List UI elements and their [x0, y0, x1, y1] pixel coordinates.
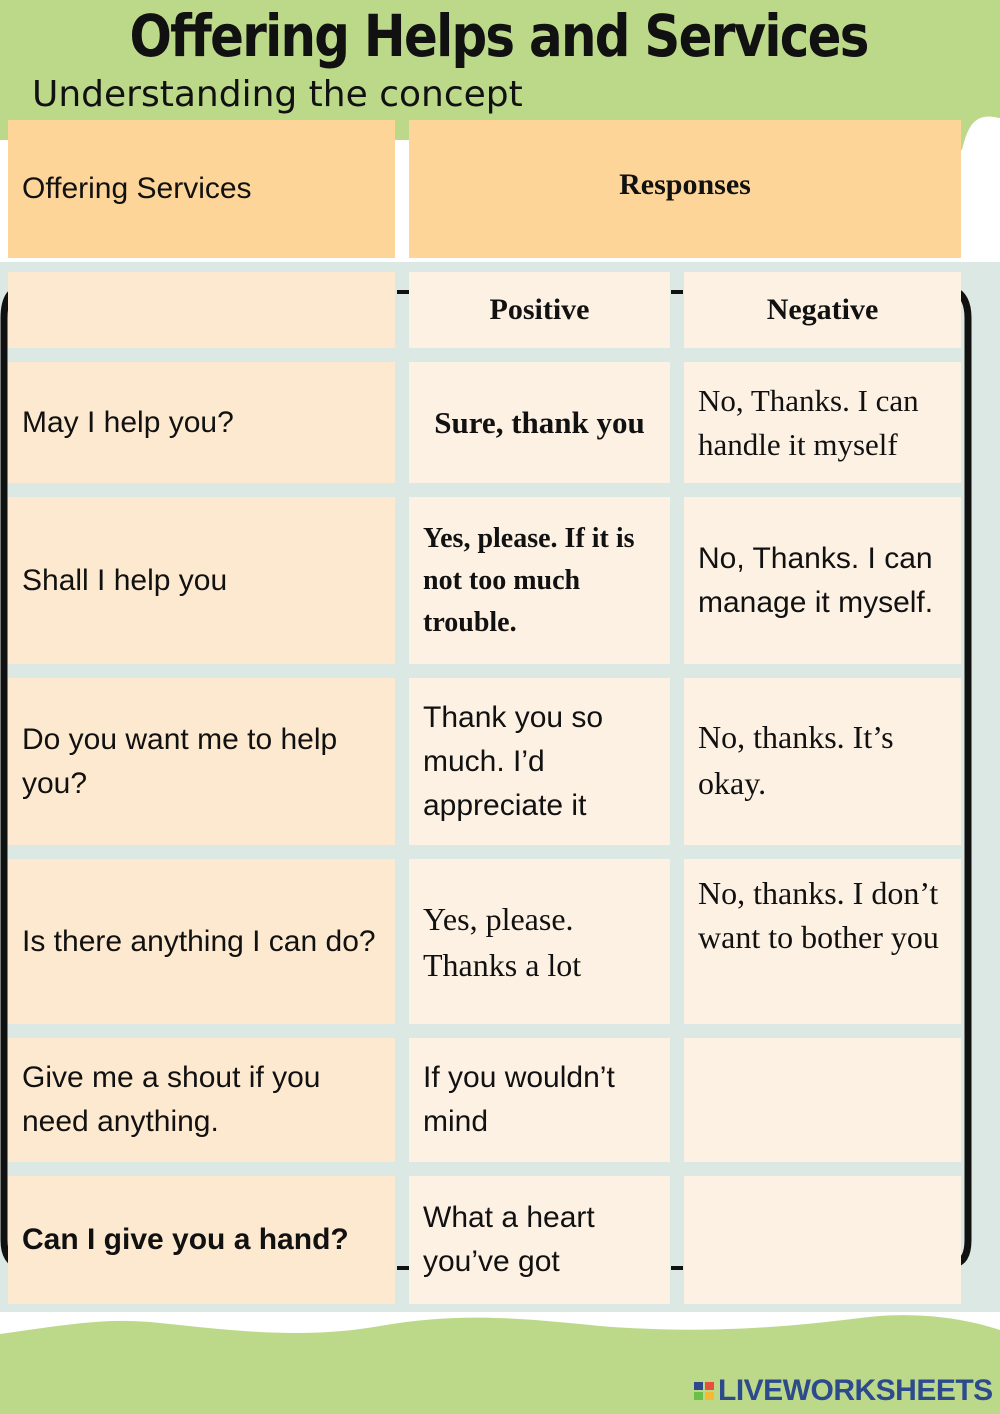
table-row-positive: Yes, please. Thanks a lot — [409, 859, 670, 1024]
responses-header: Responses — [409, 120, 961, 258]
table-row-offer: Do you want me to help you? — [8, 678, 395, 845]
liveworksheets-logo-text: LIVEWORKSHEETS — [718, 1374, 993, 1407]
positive-header: Positive — [409, 272, 670, 348]
table-row-negative: No, thanks. I don’t want to bother you — [684, 859, 961, 1024]
table-row-negative — [684, 1176, 961, 1304]
table-row-positive: Yes, please. If it is not too much trouble. — [409, 497, 670, 664]
table-row-positive: What a heart you’ve got — [409, 1176, 670, 1304]
liveworksheets-logo — [694, 1374, 993, 1408]
divider-tick — [671, 290, 683, 294]
page-title: Offering Helps and Services — [129, 2, 868, 70]
table-row-negative: No, Thanks. I can manage it myself. — [684, 497, 961, 664]
offering-services-header: Offering Services — [8, 120, 395, 258]
divider-tick — [397, 1266, 409, 1270]
page-subtitle: Understanding the concept — [32, 74, 523, 115]
negative-header: Negative — [684, 272, 961, 348]
table-row-negative — [684, 1038, 961, 1162]
liveworksheets-logo-icon — [694, 1382, 714, 1400]
table-row-positive: If you wouldn’t mind — [409, 1038, 670, 1162]
table-row-negative: No, thanks. It’s okay. — [684, 678, 961, 845]
table-row-positive: Sure, thank you — [409, 362, 670, 483]
table-row-negative: No, Thanks. I can handle it myself — [684, 362, 961, 483]
table-row-positive: Thank you so much. I’d appreciate it — [409, 678, 670, 845]
table-row-offer: Give me a shout if you need anything. — [8, 1038, 395, 1162]
empty-subheader-cell — [8, 272, 395, 348]
table-row-offer: Shall I help you — [8, 497, 395, 664]
table-row-offer: Can I give you a hand? — [8, 1176, 395, 1304]
table-row-offer: May I help you? — [8, 362, 395, 483]
table-row-offer: Is there anything I can do? — [8, 859, 395, 1024]
divider-tick — [397, 290, 409, 294]
divider-tick — [671, 1266, 683, 1270]
